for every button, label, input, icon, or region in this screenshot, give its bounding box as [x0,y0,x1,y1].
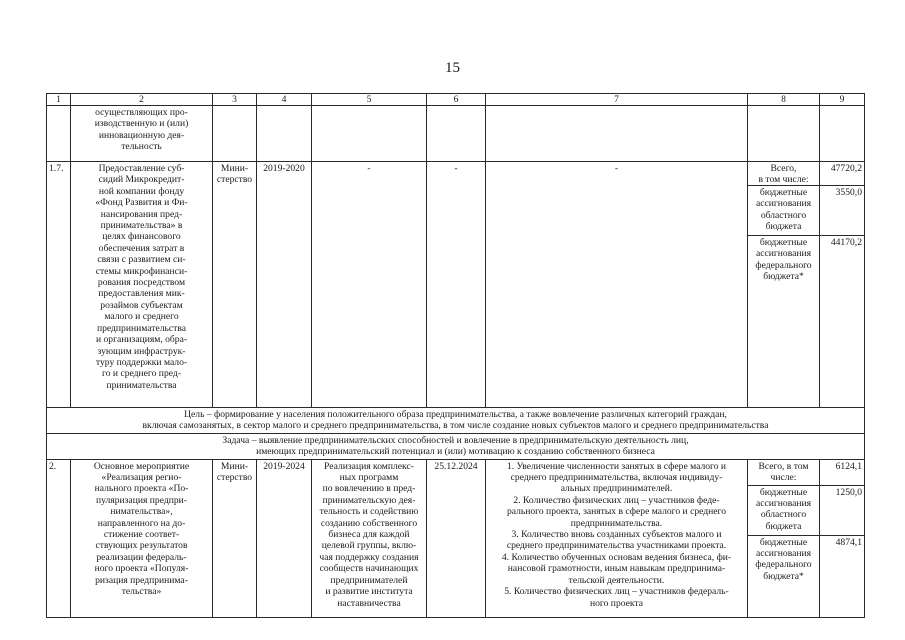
funding-sources [748,459,820,617]
header-cell: 5 [312,94,427,106]
amount-total: 47720,2 [820,162,864,186]
deadline: 25.12.2024 [427,459,486,617]
amount-total: 6124,1 [820,460,864,486]
activity-name: Предоставление суб- сидий Микрокредит- ной компании фонду «Фонд Развития и Фи- нансирования пред- принимательства» в целях финансового обеспечения затрат в связи с развитием си- стемы микрофинанси- рования посредством предоставления мик- розаймов субъектам малого и среднего предпринимательства и организациям, обра- зующим инфраструк- туру поддержки мало- го и среднего пред- принимательства [71,162,213,408]
amount-regional: 3550,0 [820,186,864,236]
header-cell: 8 [748,94,820,106]
row-number: 1.7. [47,162,71,408]
task-row [47,433,865,459]
direction: Реализация комплекс- ных программ по вовлечению в пред- принимательскую дея- тельность и содействию созданию собственного бизнеса для каждой целевой группы, вклю- чая поддержку создания сообществ начинающих предпринимателей и развитие института наставничества [312,459,427,617]
funding-amounts [820,459,865,617]
period: 2019-2020 [257,162,312,408]
goal-row [47,408,865,434]
program-table [46,93,865,618]
source-total: Всего, в том числе: [748,162,819,186]
source-regional: бюджетные ассигнования областного бюджета [748,486,819,536]
funding-amounts [820,162,865,408]
direction: - [312,162,427,408]
header-cell: 3 [213,94,257,106]
activity-name: Основное мероприятие «Реализация регио- нального проекта «По- пуляризация предпри- нимательства», направленного на до- стижение соответ- ствующих результатов реализации федераль- ного проекта «Популя- ризация предпринима- тельства» [71,459,213,617]
source-federal: бюджетные ассигнования федерального бюджета* [755,237,812,283]
source-federal: бюджетные ассигнования федерального бюджета* [755,536,812,582]
source-regional: бюджетные ассигнования областного бюджета [748,186,819,236]
header-cell: 6 [427,94,486,106]
executor: Мини- стерство [213,459,257,617]
page-number: 15 [445,60,460,76]
results: - [486,162,748,408]
amount-regional: 1250,0 [820,486,864,536]
amount-federal: 44170,2 [830,237,862,248]
table-row [47,459,865,617]
funding-sources [748,162,820,408]
header-cell: 1 [47,94,71,106]
executor: Мини- стерство [213,162,257,408]
table-row [47,162,865,408]
goal-text: Цель – формирование у населения положительного образа предпринимательства, а также вовлечение различных категорий граждан, включая самозанятых, в сектор малого и среднего предпринимательства, в том числе создание новых субъектов малого и среднего предпринимательства [47,408,865,434]
row-number: 2. [47,459,71,617]
header-cell: 2 [71,94,213,106]
header-cell: 9 [820,94,865,106]
deadline: - [427,162,486,408]
table-row [47,106,865,162]
activity-name-continued: осуществляющих про- изводственную и (или) инновационную дея- тельность [71,106,213,162]
results: 1. Увеличение численности занятых в сфере малого и среднего предпринимательства, включая индивиду- альных предпринимателей. 2. Количество физических лиц – участников феде- рального проекта, занятых в сфере малого и среднего предпринимательства. 3. Количество вновь созданных субъектов малого и среднего предпринимательства участниками проекта. 4. Количество обученных основам ведения бизнеса, фи- нансовой грамотности, иным навыкам предпринима- тельской деятельности. 5. Количество физических лиц – участников федераль- ного проекта [486,459,748,617]
source-total: Всего, в том числе: [748,460,819,486]
header-row [47,94,865,106]
task-text: Задача – выявление предпринимательских способностей и вовлечение в предпринимательскую деятельность лиц, имеющих предпринимательский потенциал и (или) мотивацию к созданию собственного бизнеса [47,433,865,459]
header-cell: 4 [257,94,312,106]
amount-federal: 4874,1 [835,536,862,548]
header-cell: 7 [486,94,748,106]
period: 2019-2024 [257,459,312,617]
